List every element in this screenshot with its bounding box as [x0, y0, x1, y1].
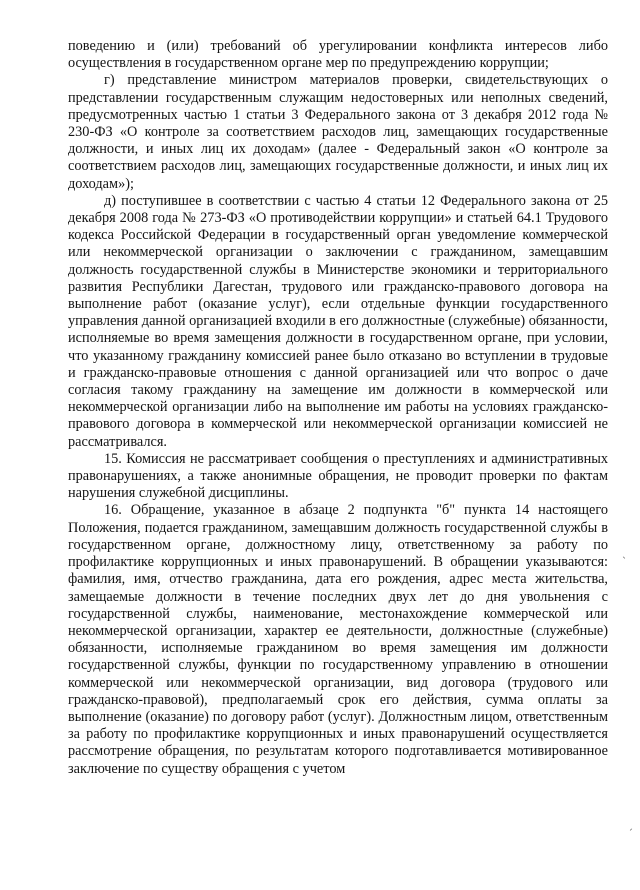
paragraph-subitem-d: д) поступившее в соответствии с частью 4 статьи 12 Федерального закона от 25 декабря 2008 года № 273-ФЗ «О противодействии коррупции» и статьей 64.1 Трудового кодекса Российской Федерации в государственный орган уведомление коммерческой или некоммерческой организации о заключении с гражданином, замещавшим должность государственной службы в Министерстве экономики и территориального развития Республики Дагестан, трудового или гражданско-правового договора на выполнение работ (оказание услуг), если отдельные функции государственного управления данной организацией входили в его должностные (служебные) обязанности, исполняемые во время замещения должности в государственном органе, при условии, что указанному гражданину комиссией ранее было отказано во вступлении в трудовые и гражданско-правовые отношения с данной организацией или что вопрос о даче согласия такому гражданину на замещение им должности в коммерческой или некоммерческой организации либо на выполнение им работы на условиях гражданско-правового договора в коммерческой или некоммерческой организации комиссией не рассматривался. [68, 192, 608, 450]
scan-speck: ˎ [622, 548, 627, 559]
paragraph-item-15: 15. Комиссия не рассматривает сообщения о преступлениях и административных правонарушениях, а также анонимные обращения, не проводит проверки по фактам нарушения служебной дисциплины. [68, 450, 608, 502]
scan-speck: ˏ [628, 820, 633, 831]
paragraph-continuation: поведению и (или) требований об урегулировании конфликта интересов либо осуществления в государственном органе мер по предупреждению коррупции; [68, 38, 608, 72]
paragraph-item-16: 16. Обращение, указанное в абзаце 2 подпункта "б" пункта 14 настоящего Положения, подается гражданином, замещавшим должность государственной службы в государственном органе, должностному лицу, ответственному за работу по профилактике коррупционных и иных правонарушений. В обращении указываются: фамилия, имя, отчество гражданина, дата его рождения, адрес места жительства, замещаемые должности в течение последних двух лет до дня увольнения с государственной службы, наименование, местонахождение коммерческой или некоммерческой организации, характер ее деятельности, должностные (служебные) обязанности, исполняемые гражданином во время замещения им должности государственной службы, функции по государственному управлению в отношении коммерческой или некоммерческой организации, вид договора (трудового или гражданско-правовой), предполагаемый срок его действия, сумма оплаты за выполнение (оказание) по договору работ (услуг). Должностным лицом, ответственным за работу по профилактике коррупционных и иных правонарушений осуществляется рассмотрение обращения, по результатам которого подготавливается мотивированное заключение по существу обращения с учетом [68, 502, 608, 777]
document-page [68, 38, 608, 778]
paragraph-subitem-g: г) представление министром материалов проверки, свидетельствующих о представлении государственным служащим недостоверных или неполных сведений, предусмотренных частью 1 статьи 3 Федерального закона от 3 декабря 2012 года № 230-ФЗ «О контроле за соответствием расходов лиц, замещающих государственные должности, и иных лиц их доходам» (далее - Федеральный закон «О контроле за соответствием расходов лиц, замещающих государственные должности, и иных лиц их доходам»); [68, 72, 608, 192]
